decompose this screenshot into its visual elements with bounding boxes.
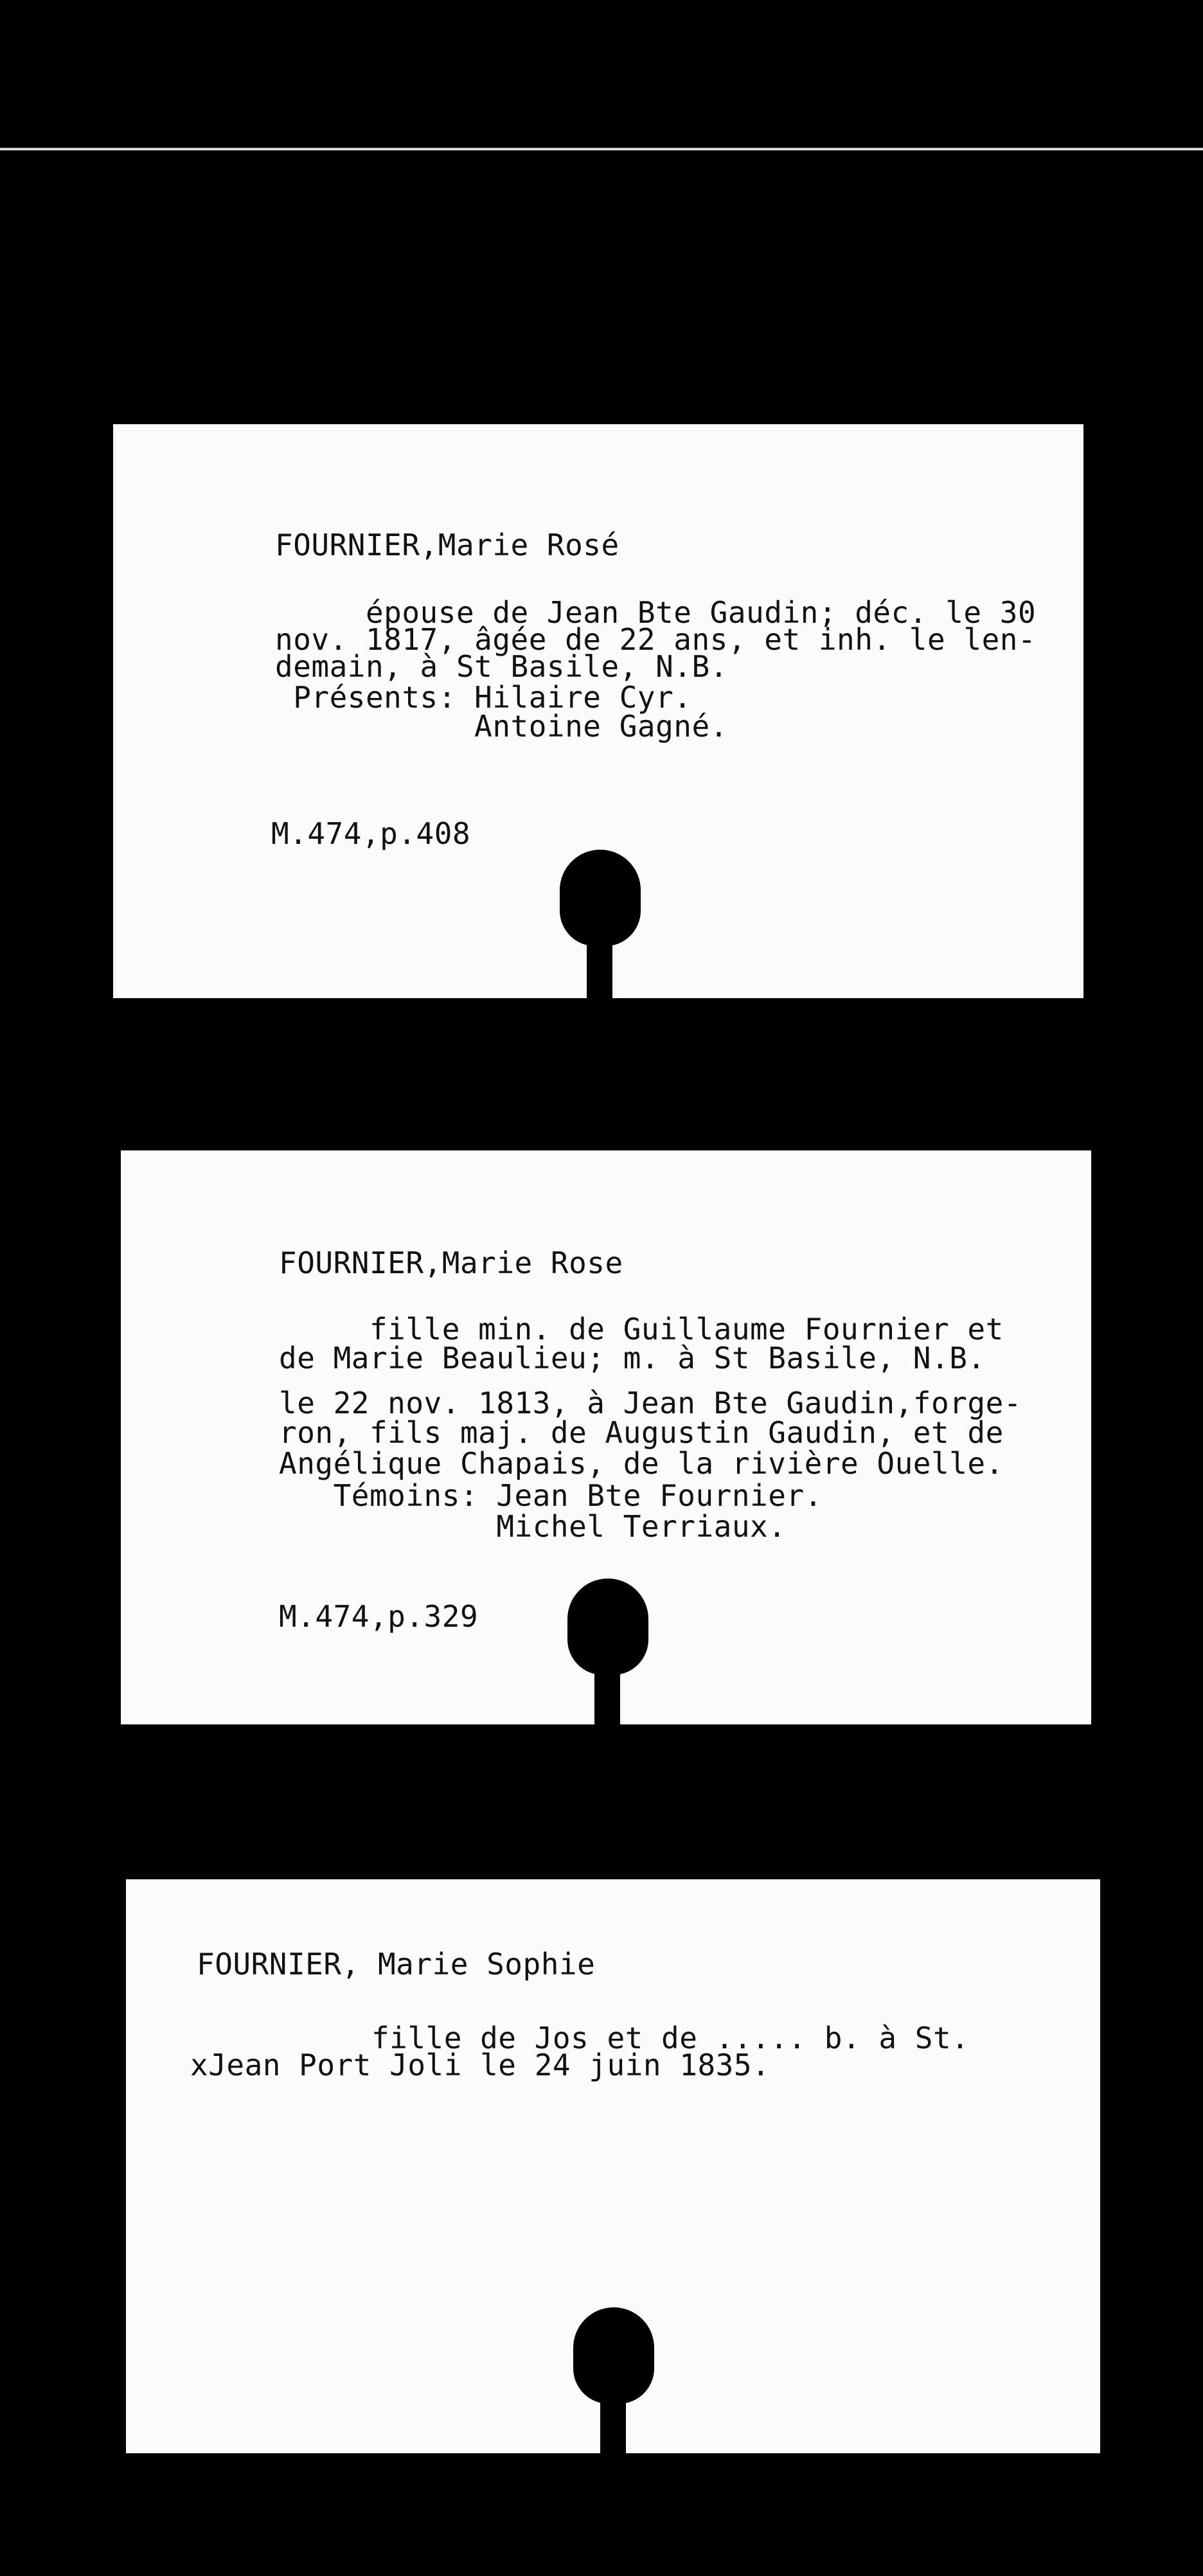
- card-text-line: demain, à St Basile, N.B.: [275, 649, 728, 684]
- card-header: FOURNIER,Marie Rose: [279, 1246, 623, 1280]
- punch-slot: [600, 2390, 626, 2458]
- card-header: FOURNIER, Marie Sophie: [197, 1947, 596, 1981]
- card-text-line: épouse de Jean Bte Gaudin; déc. le 30: [275, 595, 1037, 630]
- card-text-line: Antoine Gagné.: [275, 709, 728, 744]
- film-edge-line: [0, 148, 1203, 150]
- index-card-3: [126, 1879, 1100, 2453]
- card-reference: M.474,p.329: [279, 1599, 479, 1634]
- card-text-line: fille min. de Guillaume Fournier et: [279, 1312, 1004, 1346]
- card-text-line: ron, fils maj. de Augustin Gaudin, et de: [279, 1415, 1004, 1450]
- card-text-line: Angélique Chapais, de la rivière Ouelle.: [279, 1446, 1004, 1481]
- card-reference: M.474,p.408: [271, 816, 471, 851]
- index-card-1: [113, 424, 1083, 998]
- punch-slot: [594, 1661, 620, 1729]
- punch-slot: [587, 932, 612, 1003]
- index-card-2: [121, 1150, 1091, 1724]
- card-text-line: nov. 1817, âgée de 22 ans, et inh. le len-: [275, 622, 1037, 657]
- card-text-line: le 22 nov. 1813, à Jean Bte Gaudin,forge-: [279, 1386, 1022, 1420]
- card-text-line: Témoins: Jean Bte Fournier.: [279, 1478, 823, 1513]
- card-text-line: Présents: Hilaire Cyr.: [275, 680, 692, 715]
- card-text-line: xJean Port Joli le 24 juin 1835.: [190, 2048, 771, 2082]
- card-text-line: fille de Jos et de ..... b. à St.: [190, 2021, 970, 2055]
- card-text-line: Michel Terriaux.: [279, 1509, 787, 1544]
- card-header: FOURNIER,Marie Rosé: [275, 528, 619, 562]
- card-text-line: de Marie Beaulieu; m. à St Basile, N.B.: [279, 1341, 986, 1375]
